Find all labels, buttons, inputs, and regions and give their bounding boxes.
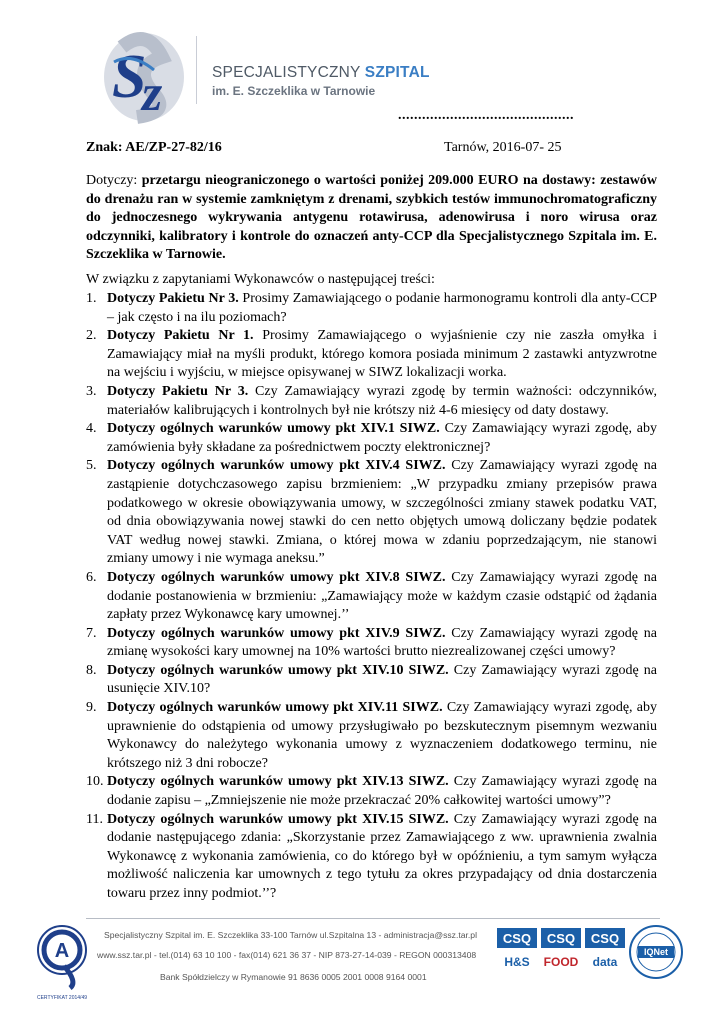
question-item xyxy=(86,457,657,569)
question-topic: Dotyczy Pakietu Nr 3. xyxy=(107,383,249,399)
question-item xyxy=(86,625,657,662)
question-topic: Dotyczy ogólnych warunków umowy pkt XIV.11 SIWZ. xyxy=(107,700,443,716)
question-body: Czy Zamawiający wyrazi zgodę na dodanie zapisu – „Zmniejszenie nie może przekraczać 20% całkowitej wartości umowy”? xyxy=(107,774,657,809)
svg-text:CERTYFIKAT 2014/49: CERTYFIKAT 2014/49 xyxy=(36,995,88,1001)
question-topic: Dotyczy ogólnych warunków umowy pkt XIV.15 SIWZ. xyxy=(107,811,449,827)
question-topic: Dotyczy ogólnych warunków umowy pkt XIV.13 SIWZ. xyxy=(107,774,449,790)
question-body: Czy Zamawiający wyrazi zgodę, aby zamówienia były składane za pośrednictwem poczty elektronicznej? xyxy=(107,421,657,455)
question-number: 8. xyxy=(86,662,97,678)
document-reference: Znak: AE/ZP-27-82/16 xyxy=(86,140,222,155)
question-topic: Dotyczy ogólnych warunków umowy pkt XIV.8 SIWZ. xyxy=(107,569,446,585)
question-number: 7. xyxy=(86,625,97,641)
org-subtitle: im. E. Szczeklika w Tarnowie xyxy=(212,84,376,98)
question-text xyxy=(107,457,657,569)
svg-text:data: data xyxy=(592,955,618,969)
question-item xyxy=(86,662,657,699)
csq-certification-badges xyxy=(497,928,625,970)
certificate-logo xyxy=(34,922,90,1002)
svg-text:CSQ: CSQ xyxy=(590,931,620,946)
question-body: Czy Zamawiający wyrazi zgodę na dodanie następującego zdania: „Skorzystanie przez Zamawiającego z ww. uprawnienia zwalnia Wykonawcę z wykonania zamówienia, co do którego był w opóźnieniu, a tym samym wyłącza możliwość naliczenia kar umownych z tego tytułu za okres przypadający od dnia dostarczenia towaru przez inny podmiot.’’? xyxy=(107,811,657,901)
question-item xyxy=(86,699,657,773)
question-text xyxy=(107,811,657,904)
signature-dots: ............................................ xyxy=(398,108,574,123)
svg-text:z: z xyxy=(142,65,163,122)
question-text xyxy=(107,699,657,773)
question-body: Czy Zamawiający wyrazi zgodę na usunięcie XIV.10? xyxy=(107,662,657,697)
question-item xyxy=(86,290,657,327)
footer-bank: Bank Spółdzielczy w Rymanowie 91 8636 0005 2001 0008 9164 0001 xyxy=(160,972,427,982)
question-number: 5. xyxy=(86,458,97,474)
question-text xyxy=(107,569,657,625)
hospital-logo xyxy=(92,22,202,127)
question-body: Czy Zamawiający wyrazi zgodę na zastąpienie dotychczasowego zapisu brzmieniem: „W przypadku zmiany przepisów prawa podatkowego w okresie obowiązywania umowy, w szczególności zmiany stawek podatku VAT, od dnia obowiązywania nowej stawki do cen netto objętych umową doliczany będzie podatek VAT według nowej stawki. Zmiana, o której mowa w zdaniu poprzedzającym, nie stanowi zmiany umowy i nie wymaga aneksu.” xyxy=(107,458,657,567)
question-body: Czy Zamawiający wyrazi zgodę na zmianę wysokości kary umownej na 10% wartości brutto niezrealizowanej części umowy? xyxy=(107,625,657,660)
intro-line: W związku z zapytaniami Wykonawców o następującej treści: xyxy=(86,272,435,287)
question-number: 6. xyxy=(86,569,97,585)
question-text xyxy=(107,290,657,327)
question-number: 10. xyxy=(86,774,104,790)
question-item xyxy=(86,327,657,383)
svg-text:CSQ: CSQ xyxy=(502,931,532,946)
question-text xyxy=(107,662,657,699)
question-number: 2. xyxy=(86,328,97,344)
question-topic: Dotyczy ogólnych warunków umowy pkt XIV.4 SIWZ. xyxy=(107,458,446,474)
svg-text:S: S xyxy=(112,43,147,111)
question-body: Czy Zamawiający wyrazi zgodę na dodanie postanowienia w brzmieniu: „Zamawiający może w każdym czasie odstąpić od żądania zapłaty przez Wykonawcę kary umownej.’’ xyxy=(107,569,657,623)
question-number: 9. xyxy=(86,700,97,716)
header-divider xyxy=(196,36,197,104)
question-item xyxy=(86,420,657,457)
iqnet-certification-badge xyxy=(628,924,684,980)
footer-address: Specjalistyczny Szpital im. E. Szczeklika 33-100 Tarnów ul.Szpitalna 13 - administracja@ssz.tar.pl xyxy=(104,930,478,940)
question-text xyxy=(107,383,657,420)
question-topic: Dotyczy ogólnych warunków umowy pkt XIV.9 SIWZ. xyxy=(107,625,446,641)
question-topic: Dotyczy ogólnych warunków umowy pkt XIV.10 SIWZ. xyxy=(107,662,449,678)
svg-text:A: A xyxy=(54,940,70,962)
question-number: 4. xyxy=(86,421,97,437)
question-body: Prosimy Zamawiającego o podanie harmonogramu kontroli dla anty-CCP – jak często i na ilu poziomach? xyxy=(107,291,657,325)
document-date: Tarnów, 2016-07- 25 xyxy=(444,140,562,155)
svg-text:FOOD: FOOD xyxy=(543,955,579,969)
question-item xyxy=(86,811,657,904)
question-body: Prosimy Zamawiającego o wyjaśnienie czy nie zaszła omyłka i Zamawiający miał na myśli produkt, którego komora posiada minimum 2 zastawki antyzwrotne na wejściu i wyjściu, w miejsce opisywanej w SIWZ lokalizacji worka. xyxy=(107,328,657,381)
question-topic: Dotyczy Pakietu Nr 1. xyxy=(107,328,254,344)
question-topic: Dotyczy Pakietu Nr 3. xyxy=(107,291,239,306)
footer-divider xyxy=(86,918,660,919)
subject-paragraph: Dotyczy: przetargu nieograniczonego o wartości poniżej 209.000 EURO na dostawy: zestawów do drenażu ran w systemie zamkniętym z drenami, szybkich testów immunochromatograficzny do jednoczesnego wykrywania antygenu rotawirusa, adenowirusa i noro wirusa oraz odczynniki, kalibratory i kontrole do oznaczeń anty-CCP dla Specjalistycznego Szpitala im. E. Szczeklika w Tarnowie. xyxy=(86,173,657,262)
question-text xyxy=(107,625,657,662)
question-number: 11. xyxy=(86,811,103,827)
question-topic: Dotyczy ogólnych warunków umowy pkt XIV.1 SIWZ. xyxy=(107,421,440,437)
question-text xyxy=(107,327,657,383)
question-body: Czy Zamawiający wyrazi zgodę, aby uprawnienie do odstąpienia od umowy przysługiwało po bezskutecznym pisemnym wezwaniu Wykonawcy do należytego wykonania umowy z wyznaczeniem dodatkowego terminu, nie krótszego niż 3 dni robocze? xyxy=(107,700,657,771)
questions-list xyxy=(86,290,657,904)
org-name: SPECJALISTYCZNY SZPITAL xyxy=(212,64,430,81)
question-number: 3. xyxy=(86,383,97,399)
question-item xyxy=(86,569,657,625)
question-text xyxy=(107,420,657,457)
svg-text:H&S: H&S xyxy=(504,955,530,969)
question-body: Czy Zamawiający wyrazi zgodę by termin ważności: odczynników, materiałów kalibrujących i kontrolnych był nie krótszy niż 4-6 miesięcy od daty dostawy. xyxy=(107,383,657,418)
question-number: 1. xyxy=(86,291,97,306)
svg-text:CSQ: CSQ xyxy=(546,931,576,946)
footer-contact: www.ssz.tar.pl - tel.(014) 63 10 100 - fax(014) 621 36 37 - NIP 873-27-14-039 - REGON 000313408 xyxy=(97,950,477,960)
question-item xyxy=(86,773,657,810)
svg-text:IQNet: IQNet xyxy=(643,947,669,957)
question-text xyxy=(107,773,657,810)
question-item xyxy=(86,383,657,420)
